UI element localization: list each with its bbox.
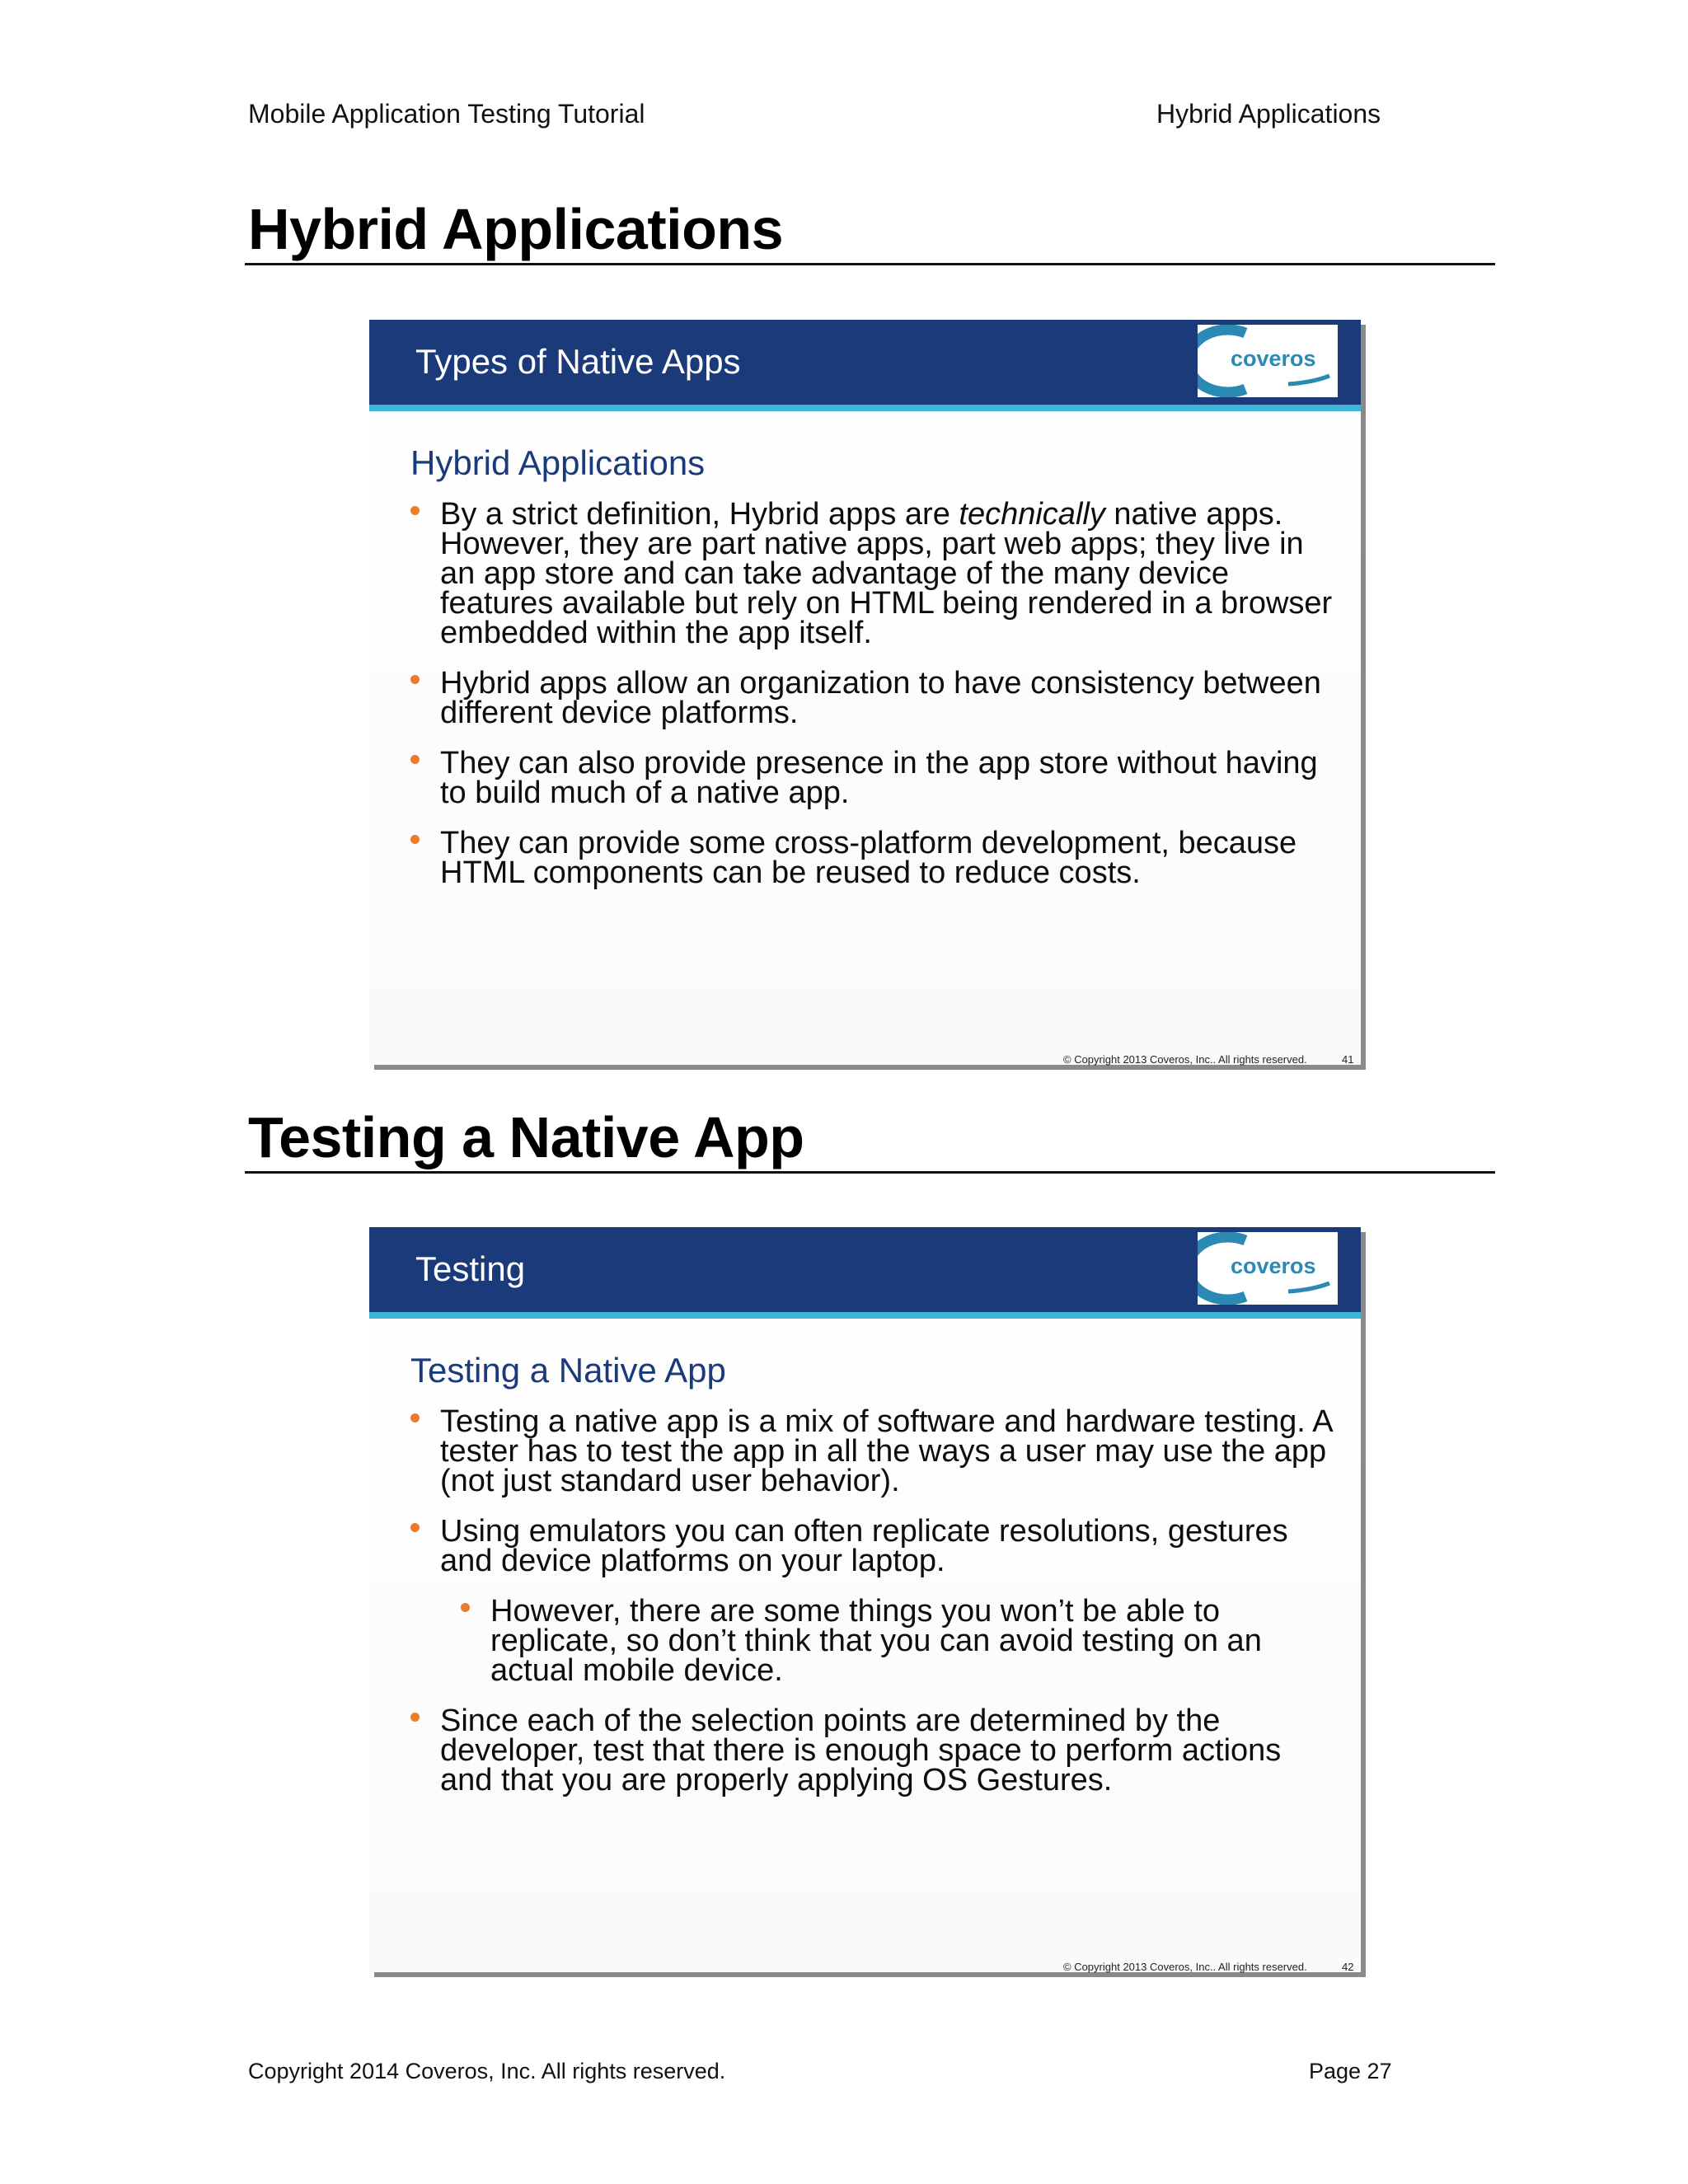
slide-band-title: Types of Native Apps: [415, 342, 741, 381]
list-item-nested: However, there are some things you won’t be able to replicate, so don’t think that you can avoid testing on an actual mobile device.: [461, 1596, 1334, 1685]
slide-42: [369, 1227, 1361, 1972]
bullet-dot-icon: [410, 1413, 420, 1422]
slide-number: 41: [1342, 1053, 1354, 1066]
bullet-dot-icon: [410, 1713, 420, 1722]
coveros-logo: [1198, 325, 1338, 397]
section-divider: [245, 1171, 1495, 1174]
section-title-hybrid: Hybrid Applications: [248, 197, 784, 261]
bullet-dot-icon: [410, 755, 420, 764]
section-title-testing: Testing a Native App: [248, 1105, 804, 1169]
slide-copyright: © Copyright 2013 Coveros, Inc.. All rights reserved.: [1063, 1961, 1307, 1973]
coveros-logo: [1198, 1232, 1338, 1305]
list-item: They can provide some cross-platform development, because HTML components can be reused to reduce costs.: [410, 828, 1334, 888]
slide-title-band: [369, 320, 1361, 411]
coveros-logo-text: coveros: [1231, 346, 1316, 371]
bullet-dot-icon: [410, 506, 420, 515]
list-item: Using emulators you can often replicate resolutions, gestures and device platforms on your laptop.: [410, 1516, 1334, 1576]
slide-bullet-list: [410, 499, 1334, 908]
slide-subtitle: Testing a Native App: [410, 1351, 726, 1390]
slide-band-title: Testing: [415, 1249, 526, 1288]
slide-number: 42: [1342, 1961, 1354, 1973]
slide-copyright: © Copyright 2013 Coveros, Inc.. All rights reserved.: [1063, 1053, 1307, 1066]
bullet-dot-icon: [410, 675, 420, 684]
coveros-logo-text: coveros: [1231, 1254, 1316, 1278]
page-number: Page 27: [1309, 2059, 1392, 2083]
bullet-dot-icon: [410, 835, 420, 844]
list-item: They can also provide presence in the app store without having to build much of a native app.: [410, 748, 1334, 808]
list-item: Testing a native app is a mix of software and hardware testing. A tester has to test the app in all the ways a user may use the app (not just standard user behavior).: [410, 1407, 1334, 1496]
slide-title-band: [369, 1227, 1361, 1319]
list-item: Since each of the selection points are determined by the developer, test that there is enough space to perform actions and that you are properly applying OS Gestures.: [410, 1706, 1334, 1795]
list-item: By a strict definition, Hybrid apps are technically native apps. However, they are part native apps, part web apps; they live in an app store and can take advantage of the many device features available but rely on HTML being rendered in a browser embedded within the app itself.: [410, 499, 1334, 648]
slide-subtitle: Hybrid Applications: [410, 443, 706, 482]
section-divider: [245, 263, 1495, 265]
bullet-dot-icon: [410, 1523, 420, 1532]
slide-41: [369, 320, 1361, 1065]
page-header-section: Hybrid Applications: [1156, 99, 1381, 129]
page-footer-copyright: Copyright 2014 Coveros, Inc. All rights reserved.: [248, 2059, 726, 2083]
slide-bullet-list: [410, 1404, 1334, 1816]
bullet-dot-icon: [461, 1603, 470, 1612]
list-item: Hybrid apps allow an organization to have consistency between different device platforms.: [410, 668, 1334, 728]
page-header-title: Mobile Application Testing Tutorial: [248, 99, 645, 129]
